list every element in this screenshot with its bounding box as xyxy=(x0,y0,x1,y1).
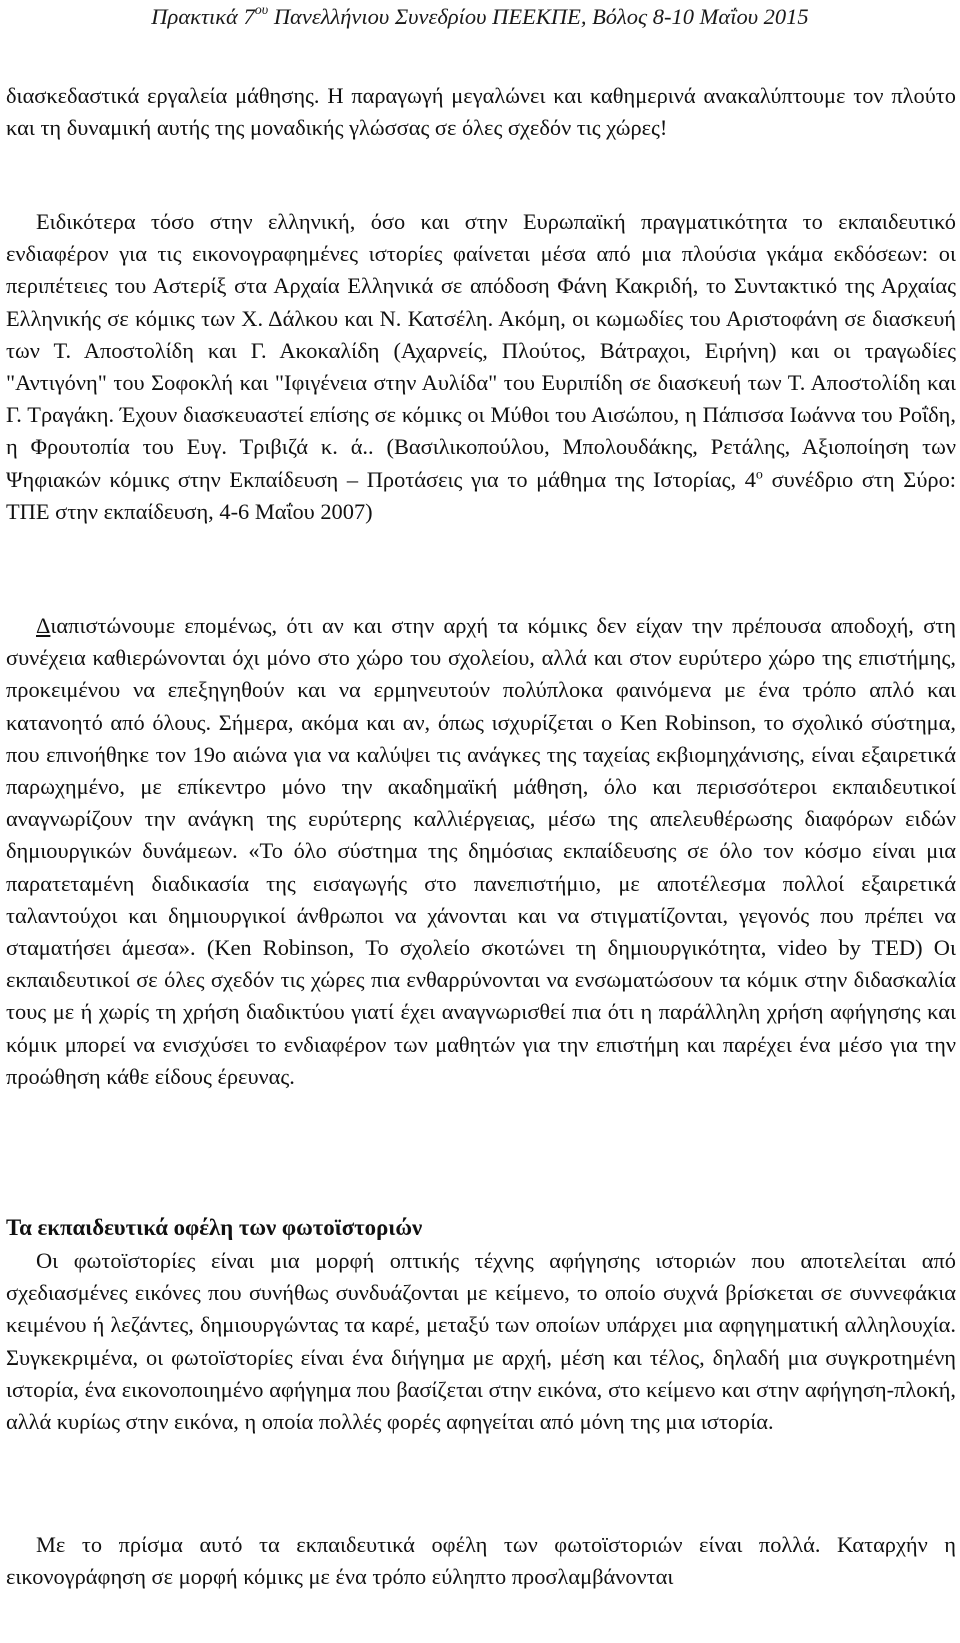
header-suffix: Πανελλήνιου Συνεδρίου ΠΕΕΚΠΕ, Βόλος 8-10 Μαΐου 2015 xyxy=(268,4,809,29)
paragraph-text xyxy=(6,206,956,528)
paragraph-text: Οι φωτοϊστορίες είναι μια μορφή οπτικής τέχνης αφήγησης ιστοριών που αποτελείται από σχεδιασμένες εικόνες που συνήθως συνδυάζονται με κείμενο, το οποίο συχνά βρίσκεται σε συννεφάκια κειμένου ή λεζάντες, δημιουργώντας τα καρέ, μεταξύ των οποίων υπάρχει μια αφηγηματική αλληλουχία. Συγκεκριμένα, οι φωτοϊστορίες είναι ένα διήγημα με αρχή, μέση και τέλος, δηλαδή μια συγκροτημένη ιστορία, ένα εικονοποιημένο αφήγημα που βασίζεται στην εικόνα, στο κείμενο και στην αφήγηση-πλοκή, αλλά κυρίως στην εικόνα, η οποία πολλές φορές αφηγείται από μόνη της μια ιστορία. xyxy=(6,1248,956,1435)
paragraph-benefits xyxy=(6,1529,956,1593)
paragraph-text: διασκεδαστικά εργαλεία μάθησης. Η παραγωγή μεγαλώνει και καθημερινά ανακαλύπτουμε τον πλούτο και τη δυναμική αυτής της μοναδικής γλώσσας σε όλες σχεδόν τις χώρες! xyxy=(6,83,956,141)
ordinal-superscript: ο xyxy=(755,467,763,483)
paragraph-main-text: Ειδικότερα τόσο στην ελληνική, όσο και στην Ευρωπαϊκή πραγματικότητα το εκπαιδευτικό ενδιαφέρον για τις εικονογραφημένες ιστορίες φαίνεται μέσα από μια πλούσια γκάμα εκδόσεων: οι περιπέτειες του Αστερίξ στα Αρχαία Ελληνικά σε απόδοση Φάνη Κακριδή, το Συντακτικό της Αρχαίας Ελληνικής σε κόμικς των Χ. Δάλκου και Ν. Κατσέλη. Ακόμη, οι κωμωδίες του Αριστοφάνη σε διασκευή των Τ. Αποστολίδη και Γ. Ακοκαλίδη (Αχαρνείς, Πλούτος, Βάτραχοι, Ειρήνη) και οι τραγωδίες "Αντιγόνη" του Σοφοκλή και "Ιφιγένεια στην Αυλίδα" του Ευριπίδη σε διασκευή των Τ. Αποστολίδη και Γ. Τραγάκη. Έχουν διασκευαστεί επίσης σε κόμικς οι Μύθοι του Αισώπου, η Πάπισσα Ιωάννα του Ροΐδη, η Φρουτοπία του Ευγ. Τριβιζά κ. ά.. (Βασιλικοπούλου, Μπολουδάκης, Ρετάλης, Αξιοποίηση των Ψηφιακών κόμικς στην Εκπαίδευση – Προτάσεις για το μάθημα της Ιστορίας, 4 xyxy=(6,209,956,492)
paragraph-photostories-definition xyxy=(6,1245,956,1438)
paragraph-text xyxy=(6,610,956,1093)
header-superscript: ου xyxy=(254,2,269,18)
paragraph-rest-text: ιαπιστώνουμε επομένως, ότι αν και στην αρχή τα κόμικς δεν είχαν την πρέπουσα αποδοχή, στη συνέχεια καθιερώνονται όχι μόνο στο χώρο του σχολείου, αλλά και στον ευρύτερο χώρο της επιστήμης, προκειμένου να επεξηγηθούν και να ερμηνευτούν πολύπλοκα φαινόμενα με ένα τρόπο απλό και κατανοητό από όλους. Σήμερα, ακόμα και αν, όπως ισχυρίζεται ο Ken Robinson, το σχολικό σύστημα, που επινοήθηκε τον 19ο αιώνα για να καλύψει τις ανάγκες της ταχείας εκβιομηχάνισης, είναι εξαιρετικά παρωχημένο, με επίκεντρο μόνο την ακαδημαϊκή μάθηση, όλο και περισσότεροι εκπαιδευτικοί αναγνωρίζουν την ανάγκη της ευρύτερης καλλιέργειας, μέσω της απελευθέρωσης διαφόρων ειδών δημιουργικών δυνάμεων. «Το όλο σύστημα της δημόσιας εκπαίδευσης σε όλο τον κόσμο είναι μια παρατεταμένη διαδικασία της εισαγωγής στο πανεπιστήμιο, με αποτέλεσμα πολλοί εξαιρετικά ταλαντούχοι και δημιουργικοί άνθρωποι να χάνονται και να στιγματίζονται, γεγονός που πρέπει να σταματήσει άμεσα». (Ken Robinson, Το σχολείο σκοτώνει τη δημιουργικότητα, video by TED) Οι εκπαιδευτικοί σε όλες σχεδόν τις χώρες πια ενθαρρύνονται να ενσωματώσουν τα κόμικ στην διδασκαλία τους με ή χωρίς τη χρήση διαδικτύου γιατί έχει αναγνωρισθεί πια ότι η παράλληλη χρήση αφήγησης και κόμικ μπορεί να ενισχύσει το ενδιαφέρον των μαθητών για την επιστήμη και παρέχει ένα μέσο για την προώθηση κάθε είδους έρευνας. xyxy=(6,613,956,1089)
underlined-initial: Δ xyxy=(36,613,51,638)
paragraph-text: Με το πρίσμα αυτό τα εκπαιδευτικά οφέλη των φωτοϊστοριών είναι πολλά. Καταρχήν η εικονογράφηση σε μορφή κόμικς με ένα τρόπο εύληπτο προσλαμβάνονται xyxy=(6,1532,956,1590)
paragraph-end-text: συνέδριο στη Σύρο: ΤΠΕ στην εκπαίδευση, 4-6 Μαΐου 2007) xyxy=(6,466,956,524)
running-header xyxy=(0,2,960,32)
paragraph-conclusion xyxy=(6,610,956,1093)
paragraph-intro-continuation xyxy=(6,80,956,144)
section-heading-block xyxy=(6,1212,956,1244)
header-prefix: Πρακτικά 7 xyxy=(151,4,255,29)
paragraph-publications xyxy=(6,206,956,528)
section-heading: Τα εκπαιδευτικά οφέλη των φωτοϊστοριών xyxy=(6,1215,423,1240)
